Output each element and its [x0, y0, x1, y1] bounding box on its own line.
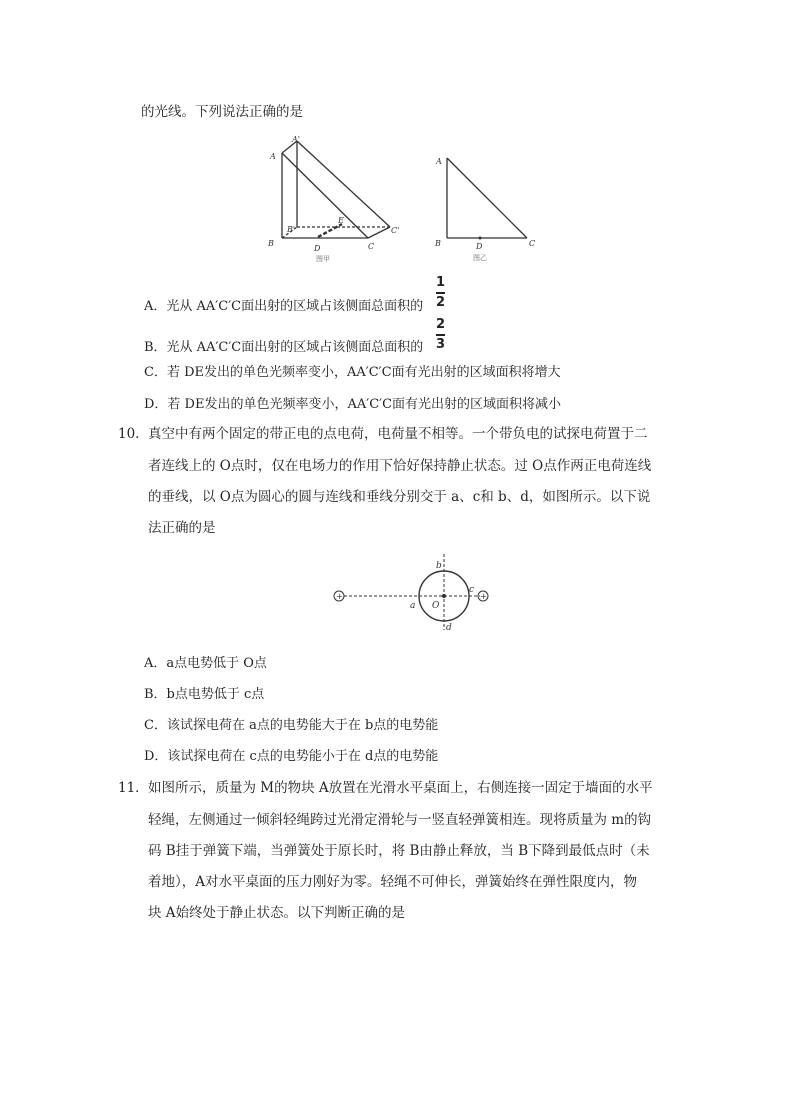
q10-line-4: 法正确的是: [148, 520, 216, 536]
q11-line-4: 着地），A对水平桌面的压力刚好为零。轻绳不可伸长，弹簧始终在弹性限度内，物: [148, 874, 637, 890]
fig2-label-B: B: [435, 239, 441, 248]
q10-label-O: O: [432, 601, 440, 611]
q9-option-a-fraction: [436, 276, 445, 310]
fig2-label-C: C: [529, 239, 536, 248]
right-charge-sign: +: [480, 592, 487, 601]
q9-option-a: A．光从 AA′C′C面出射的区域占该侧面总面积的: [144, 299, 424, 314]
q9-option-c: C．若 DE发出的单色光频率变小，AA′C′C面有光出射的区域面积将增大: [144, 365, 561, 380]
q9-intro-tail: 的光线。下列说法正确的是: [141, 104, 303, 120]
q11-line-3: 码 B挂于弹簧下端，当弹簧处于原长时，将 B由静止释放，当 B下降到最低点时（未: [148, 843, 650, 859]
q10-line-1: 真空中有两个固定的带正电的点电荷，电荷量不相等。一个带负电的试探电荷置于二: [148, 426, 648, 442]
q10-label-b: b: [436, 561, 442, 571]
q10-option-a: A．a点电势低于 O点: [144, 656, 267, 671]
fig1-label-B: B: [268, 239, 274, 248]
fraction-denominator: 3: [436, 336, 446, 352]
fig1-label-A-prime: A': [292, 135, 300, 144]
fig1-label-D: D: [314, 244, 321, 253]
fig2-label-D: D: [476, 242, 483, 251]
q11-line-2: 轻绳，左侧通过一倾斜轻绳跨过光滑定滑轮与一竖直轻弹簧相连。现将质量为 m的钩: [148, 812, 652, 828]
q9-option-d: D．若 DE发出的单色光频率变小，AA′C′C面有光出射的区域面积将减小: [144, 397, 562, 412]
q9-figure-1-prism: [262, 133, 412, 263]
fig2-label-A: A: [436, 157, 442, 166]
q10-option-c: C．该试探电荷在 a点的电势能大于在 b点的电势能: [144, 718, 439, 733]
q10-number: 10．: [118, 426, 149, 442]
q11-line-5: 块 A始终处于静止状态。以下判断正确的是: [148, 905, 406, 921]
q9-option-b: B．光从 AA′C′C面出射的区域占该侧面总面积的: [144, 340, 424, 355]
left-charge-sign: +: [336, 592, 343, 601]
q10-option-b: B．b点电势低于 c点: [144, 687, 265, 702]
q11-number: 11．: [118, 780, 149, 796]
fraction-bar: [436, 334, 445, 336]
q10-line-2: 者连线上的 O点时，仅在电场力的作用下恰好保持静止状态。过 O点作两正电荷连线: [148, 458, 652, 474]
fraction-denominator: 2: [436, 294, 446, 310]
fig1-label-B-prime: B': [287, 225, 296, 234]
q9-figure-2-triangle: [430, 150, 550, 262]
q10-option-d: D．该试探电荷在 c点的电势能小于在 d点的电势能: [144, 749, 439, 764]
fig1-label-A: A: [270, 152, 276, 161]
q10-line-3: 的垂线，以 O点为圆心的圆与连线和垂线分别交于 a、c和 b、d，如图所示。以下说: [148, 489, 651, 505]
fig1-label-C-prime: C': [391, 226, 400, 235]
q10-figure-charges: [328, 552, 498, 634]
fig1-label-E: E: [338, 216, 344, 225]
fig1-label-C: C: [368, 242, 375, 251]
q10-label-a: a: [410, 601, 416, 611]
fraction-numerator: 2: [436, 317, 446, 332]
fraction-bar: [436, 292, 445, 294]
q10-label-d: d: [446, 623, 452, 633]
q9-option-b-fraction: [436, 318, 445, 352]
q11-line-1: 如图所示，质量为 M的物块 A放置在光滑水平桌面上，右侧连接一固定于墙面的水平: [148, 780, 653, 796]
fig2-caption: 图乙: [473, 254, 487, 262]
q10-label-c: c: [469, 585, 475, 595]
fig1-caption: 图甲: [316, 255, 330, 263]
fraction-numerator: 1: [436, 275, 446, 290]
